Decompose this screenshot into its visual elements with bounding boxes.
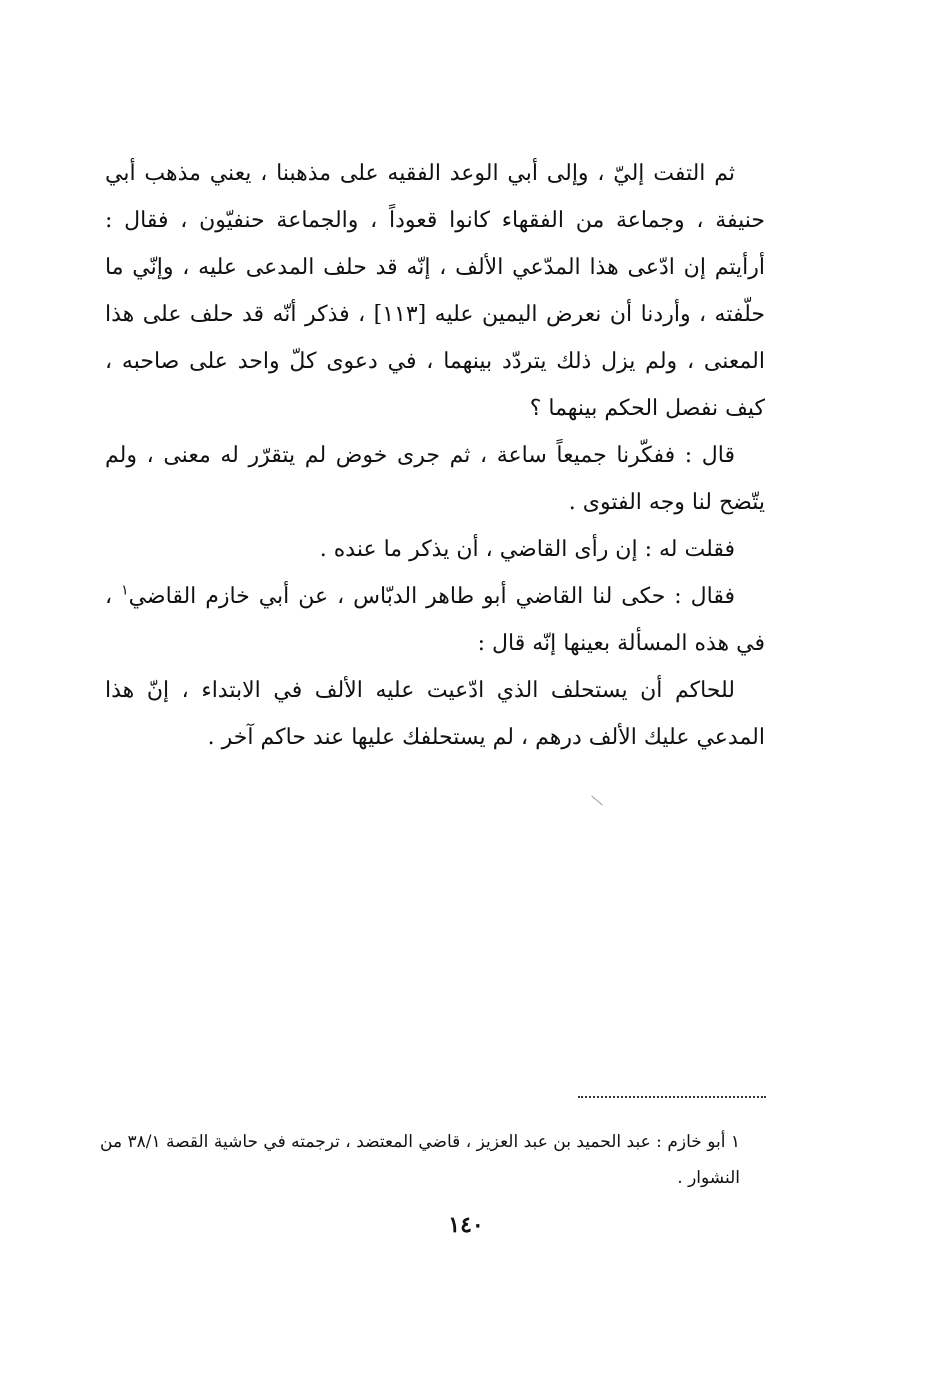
paragraph-1: ثم التفت إليّ ، وإلى أبي الوعد الفقيه على مذهبنا ، يعني مذهب أبي حنيفة ، وجماعة من الفقهاء كانوا قعوداً ، والجماعة حنفيّون ، فقال : أرأيتم إن ادّعى هذا المدّعي الألف ، إنّه قد حلف المدعى عليه ، وإنّي ما حلّفته ، وأردنا أن نعرض اليمين عليه [١١٣] ، فذكر أنّه قد حلف على هذا المعنى ، ولم يزل ذلك يتردّد بينهما ، في دعوى كلّ واحد على صاحبه ، كيف نفصل الحكم بينهما ؟ bbox=[105, 161, 765, 421]
paragraph-2: قال : ففكّرنا جميعاً ساعة ، ثم جرى خوض لم يتقرّر له معنى ، ولم يتّضح لنا وجه الفتوى . bbox=[105, 443, 765, 515]
main-text-block bbox=[105, 150, 765, 761]
scan-mark bbox=[591, 796, 602, 806]
page-number: ١٤٠ bbox=[448, 1212, 484, 1238]
paragraph-4-text-start: فقال : حكى لنا القاضي أبو طاهر الدبّاس ، عن أبي خازم القاضي bbox=[128, 584, 735, 609]
paragraph-5: للحاكم أن يستحلف الذي ادّعيت عليه الألف في الابتداء ، إنّ هذا المدعي عليك الألف درهم ، لم يستحلفك عليها عند حاكم آخر . bbox=[105, 678, 765, 750]
footnote: ١ أبو خازم : عبد الحميد بن عبد العزيز ، قاضي المعتضد ، ترجمته في حاشية القصة ٣٨/١ من النشوار . bbox=[100, 1132, 740, 1188]
footnote-divider bbox=[578, 1096, 766, 1098]
paragraph-4-text-end: ، في هذه المسألة بعينها إنّه قال : bbox=[105, 584, 765, 656]
footnote-reference: ١ bbox=[121, 582, 129, 599]
paragraph-4 bbox=[105, 573, 765, 667]
paragraph-3: فقلت له : إن رأى القاضي ، أن يذكر ما عنده . bbox=[319, 537, 735, 562]
